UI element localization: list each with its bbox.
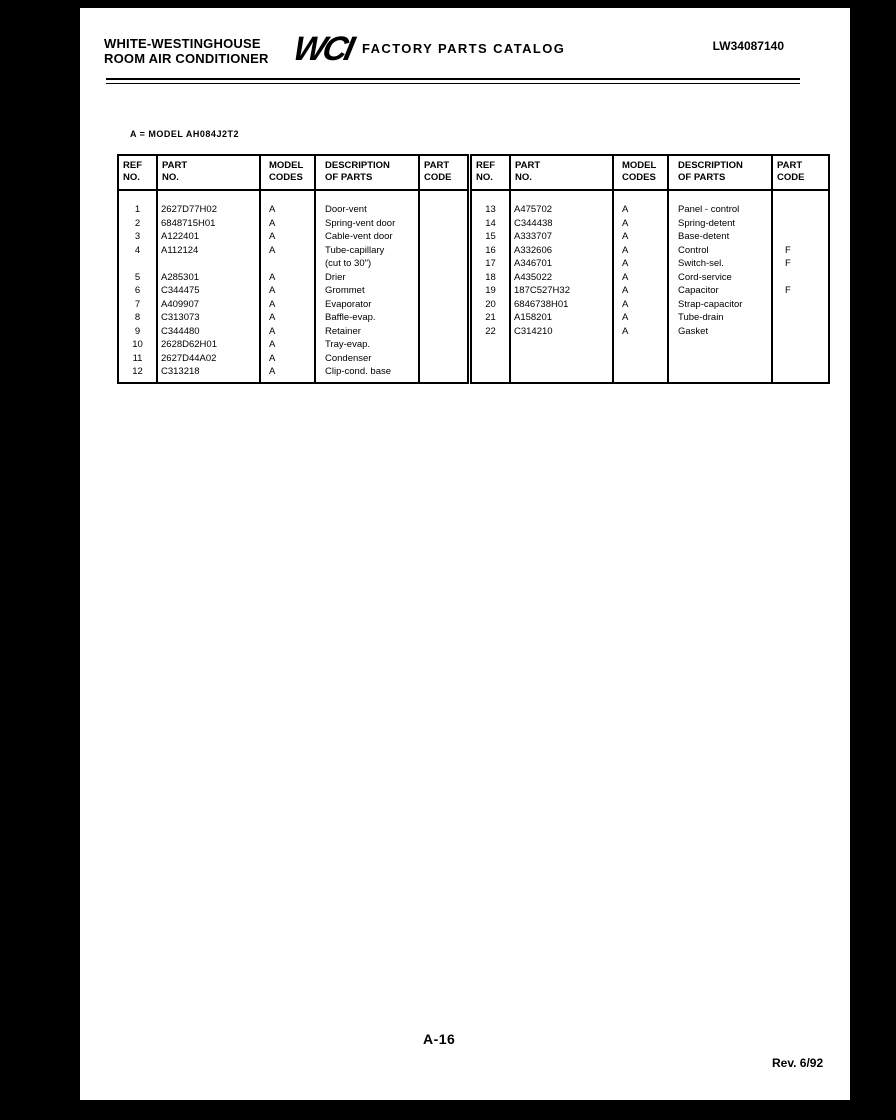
header-desc-2: DESCRIPTION OF PARTS <box>668 155 772 190</box>
cell-desc-right <box>668 352 772 366</box>
cell-model-right <box>613 352 668 366</box>
cell-ref-right: 17 <box>470 257 511 271</box>
cell-model-right: A <box>613 190 668 217</box>
cell-part-left: C344480 <box>157 325 260 339</box>
cell-part-left: A112124 <box>157 244 260 258</box>
cell-model-right: A <box>613 325 668 339</box>
cell-part-left: A409907 <box>157 298 260 312</box>
cell-ref-right: 16 <box>470 244 511 258</box>
table-row <box>118 338 829 352</box>
cell-code-right <box>772 325 829 339</box>
cell-code-left <box>419 365 470 383</box>
catalog-page <box>80 8 850 1100</box>
cell-model-left: A <box>260 217 315 231</box>
cell-ref-right <box>470 338 511 352</box>
cell-code-right: F <box>772 244 829 258</box>
cell-part-left: A285301 <box>157 271 260 285</box>
cell-ref-left: 4 <box>118 244 157 258</box>
cell-code-left <box>419 325 470 339</box>
cell-code-right <box>772 338 829 352</box>
cell-model-left: A <box>260 325 315 339</box>
cell-part-left: 2627D44A02 <box>157 352 260 366</box>
cell-part-right: 6846738H01 <box>510 298 613 312</box>
cell-ref-left: 8 <box>118 311 157 325</box>
catalog-number: LW34087140 <box>712 39 784 53</box>
cell-ref-left: 5 <box>118 271 157 285</box>
cell-model-right: A <box>613 217 668 231</box>
table-header-row <box>118 155 829 190</box>
cell-part-left: C313073 <box>157 311 260 325</box>
cell-part-right <box>510 365 613 383</box>
cell-desc-left: Door-vent <box>315 190 419 217</box>
cell-model-left: A <box>260 311 315 325</box>
header-rule-thin <box>106 83 800 84</box>
cell-ref-right: 15 <box>470 230 511 244</box>
cell-part-right: C314210 <box>510 325 613 339</box>
cell-desc-right: Cord-service <box>668 271 772 285</box>
table-row <box>118 298 829 312</box>
cell-ref-right: 22 <box>470 325 511 339</box>
cell-model-left: A <box>260 338 315 352</box>
header-part-2: PART NO. <box>510 155 613 190</box>
cell-ref-left: 12 <box>118 365 157 383</box>
cell-code-left <box>419 217 470 231</box>
cell-desc-right: Tube-drain <box>668 311 772 325</box>
cell-code-left <box>419 284 470 298</box>
cell-desc-right: Capacitor <box>668 284 772 298</box>
cell-part-left: A122401 <box>157 230 260 244</box>
cell-ref-right: 21 <box>470 311 511 325</box>
cell-ref-left: 10 <box>118 338 157 352</box>
cell-model-right <box>613 365 668 383</box>
cell-ref-left <box>118 257 157 271</box>
cell-code-left <box>419 298 470 312</box>
cell-model-left: A <box>260 298 315 312</box>
header-ref: REF NO. <box>118 155 157 190</box>
cell-code-right: F <box>772 284 829 298</box>
cell-model-right: A <box>613 298 668 312</box>
cell-code-right <box>772 190 829 217</box>
cell-model-right: A <box>613 311 668 325</box>
cell-part-right: C344438 <box>510 217 613 231</box>
cell-code-left <box>419 311 470 325</box>
header-model: MODEL CODES <box>260 155 315 190</box>
table-row <box>118 230 829 244</box>
cell-ref-left: 1 <box>118 190 157 217</box>
cell-model-left: A <box>260 284 315 298</box>
cell-code-left <box>419 338 470 352</box>
cell-code-left <box>419 230 470 244</box>
table-row <box>118 244 829 258</box>
cell-ref-right: 19 <box>470 284 511 298</box>
cell-part-left: 6848715H01 <box>157 217 260 231</box>
cell-part-left: 2628D62H01 <box>157 338 260 352</box>
cell-model-left: A <box>260 271 315 285</box>
cell-part-right: A333707 <box>510 230 613 244</box>
cell-model-left: A <box>260 190 315 217</box>
header-model-2: MODEL CODES <box>613 155 668 190</box>
cell-desc-left: Drier <box>315 271 419 285</box>
cell-part-right: A346701 <box>510 257 613 271</box>
header-rule <box>106 78 800 80</box>
cell-code-right <box>772 230 829 244</box>
cell-desc-right: Gasket <box>668 325 772 339</box>
cell-desc-left: Baffle-evap. <box>315 311 419 325</box>
table-row <box>118 352 829 366</box>
cell-desc-left: Clip-cond. base <box>315 365 419 383</box>
cell-code-right <box>772 298 829 312</box>
cell-code-left <box>419 271 470 285</box>
wci-logo: WCI <box>289 30 356 68</box>
header-desc: DESCRIPTION OF PARTS <box>315 155 419 190</box>
cell-ref-left: 11 <box>118 352 157 366</box>
header-code: PART CODE <box>419 155 470 190</box>
cell-desc-left: Retainer <box>315 325 419 339</box>
cell-desc-left: Condenser <box>315 352 419 366</box>
cell-desc-left: Tube-capillary <box>315 244 419 258</box>
cell-ref-right: 20 <box>470 298 511 312</box>
cell-desc-left: Evaporator <box>315 298 419 312</box>
cell-code-right <box>772 311 829 325</box>
brand-line-1: WHITE-WESTINGHOUSE <box>104 36 261 51</box>
table-row <box>118 190 829 217</box>
cell-desc-right: Control <box>668 244 772 258</box>
cell-part-right: A435022 <box>510 271 613 285</box>
cell-model-right: A <box>613 230 668 244</box>
catalog-title: FACTORY PARTS CATALOG <box>362 41 566 56</box>
cell-part-left: 2627D77H02 <box>157 190 260 217</box>
cell-ref-right <box>470 352 511 366</box>
cell-model-right: A <box>613 271 668 285</box>
cell-model-left: A <box>260 365 315 383</box>
cell-part-left: C313218 <box>157 365 260 383</box>
cell-desc-left: Grommet <box>315 284 419 298</box>
header-ref-2: REF NO. <box>470 155 511 190</box>
cell-part-right: A475702 <box>510 190 613 217</box>
cell-ref-left: 2 <box>118 217 157 231</box>
page-number: A-16 <box>423 1031 456 1047</box>
brand-block <box>104 36 269 66</box>
cell-code-left <box>419 244 470 258</box>
cell-ref-left: 3 <box>118 230 157 244</box>
cell-code-right <box>772 271 829 285</box>
model-line: A = MODEL AH084J2T2 <box>130 129 239 139</box>
cell-desc-right: Switch-sel. <box>668 257 772 271</box>
cell-ref-left: 7 <box>118 298 157 312</box>
cell-code-right <box>772 352 829 366</box>
cell-ref-right <box>470 365 511 383</box>
cell-desc-left: Tray-evap. <box>315 338 419 352</box>
cell-ref-right: 14 <box>470 217 511 231</box>
cell-desc-left: (cut to 30") <box>315 257 419 271</box>
table-row <box>118 311 829 325</box>
cell-model-left: A <box>260 230 315 244</box>
cell-model-left: A <box>260 244 315 258</box>
cell-model-right: A <box>613 284 668 298</box>
parts-table <box>117 154 830 384</box>
cell-part-left <box>157 257 260 271</box>
header-part: PART NO. <box>157 155 260 190</box>
cell-code-right <box>772 217 829 231</box>
table-row <box>118 217 829 231</box>
cell-code-right: F <box>772 257 829 271</box>
cell-code-left <box>419 352 470 366</box>
cell-part-right <box>510 352 613 366</box>
cell-ref-right: 13 <box>470 190 511 217</box>
header-code-2: PART CODE <box>772 155 829 190</box>
cell-code-left <box>419 190 470 217</box>
cell-desc-right: Base-detent <box>668 230 772 244</box>
cell-part-right: A158201 <box>510 311 613 325</box>
table-row <box>118 284 829 298</box>
cell-part-right: A332606 <box>510 244 613 258</box>
cell-desc-right: Spring-detent <box>668 217 772 231</box>
cell-model-right: A <box>613 244 668 258</box>
cell-ref-left: 9 <box>118 325 157 339</box>
table-row <box>118 271 829 285</box>
cell-code-right <box>772 365 829 383</box>
cell-ref-left: 6 <box>118 284 157 298</box>
table-row <box>118 257 829 271</box>
cell-desc-right: Panel - control <box>668 190 772 217</box>
revision-date: Rev. 6/92 <box>772 1056 824 1070</box>
table-row <box>118 365 829 383</box>
cell-part-right <box>510 338 613 352</box>
cell-model-left: A <box>260 352 315 366</box>
cell-part-left: C344475 <box>157 284 260 298</box>
cell-ref-right: 18 <box>470 271 511 285</box>
cell-desc-right <box>668 365 772 383</box>
cell-model-left <box>260 257 315 271</box>
cell-desc-left: Spring-vent door <box>315 217 419 231</box>
cell-code-left <box>419 257 470 271</box>
brand-line-2: ROOM AIR CONDITIONER <box>104 51 269 66</box>
cell-desc-left: Cable-vent door <box>315 230 419 244</box>
cell-part-right: 187C527H32 <box>510 284 613 298</box>
cell-model-right: A <box>613 257 668 271</box>
table-row <box>118 325 829 339</box>
cell-model-right <box>613 338 668 352</box>
cell-desc-right: Strap-capacitor <box>668 298 772 312</box>
cell-desc-right <box>668 338 772 352</box>
